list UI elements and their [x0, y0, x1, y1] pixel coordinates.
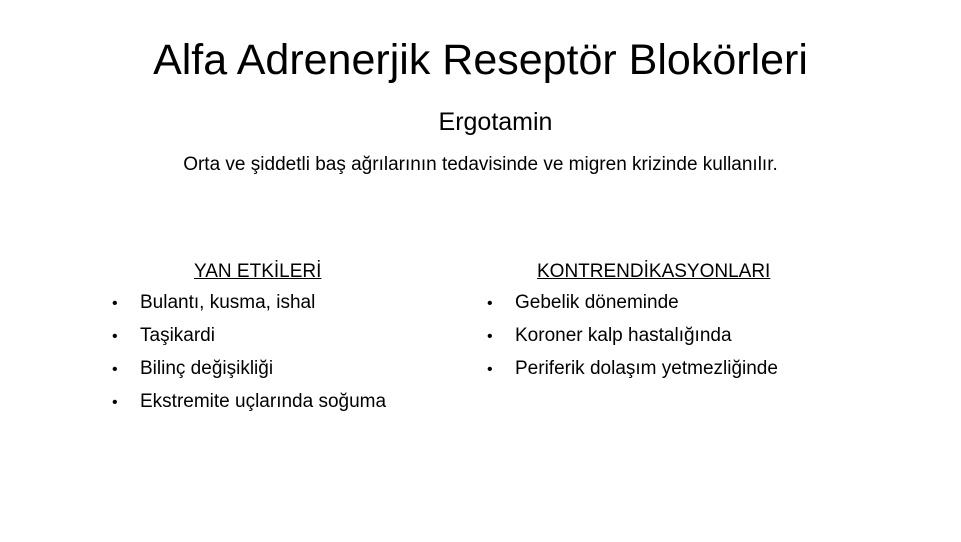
contraindication-text: Periferik dolaşım yetmezliğinde: [515, 358, 778, 379]
side-effect-text: Taşikardi: [140, 325, 215, 346]
list-item: [112, 287, 386, 320]
list-item: [487, 353, 778, 386]
list-item: [487, 287, 778, 320]
list-item: [112, 386, 386, 419]
side-effects-list: [112, 287, 386, 419]
list-item: [487, 320, 778, 353]
list-item: [112, 353, 386, 386]
side-effect-text: Bulantı, kusma, ishal: [140, 292, 316, 313]
bullet-icon: •: [112, 328, 118, 345]
side-effect-text: Ekstremite uçlarında soğuma: [140, 391, 387, 412]
usage-description: Orta ve şiddetli baş ağrılarının tedavisinde ve migren krizinde kullanılır.: [183, 154, 778, 175]
list-item: [112, 320, 386, 353]
bullet-icon: •: [487, 361, 493, 378]
slide-title: Alfa Adrenerjik Reseptör Blokörleri: [153, 36, 808, 84]
contraindications-list: [487, 287, 778, 386]
side-effects-heading: YAN ETKİLERİ: [194, 261, 322, 282]
drug-subtitle: Ergotamin: [438, 108, 553, 136]
bullet-icon: •: [487, 295, 493, 312]
side-effect-text: Bilinç değişikliği: [140, 358, 274, 379]
contraindication-text: Gebelik döneminde: [515, 292, 679, 313]
bullet-icon: •: [112, 394, 118, 411]
bullet-icon: •: [112, 361, 118, 378]
contraindication-text: Koroner kalp hastalığında: [515, 325, 732, 346]
bullet-icon: •: [487, 328, 493, 345]
bullet-icon: •: [112, 295, 118, 312]
contraindications-heading: KONTRENDİKASYONLARI: [537, 261, 771, 282]
